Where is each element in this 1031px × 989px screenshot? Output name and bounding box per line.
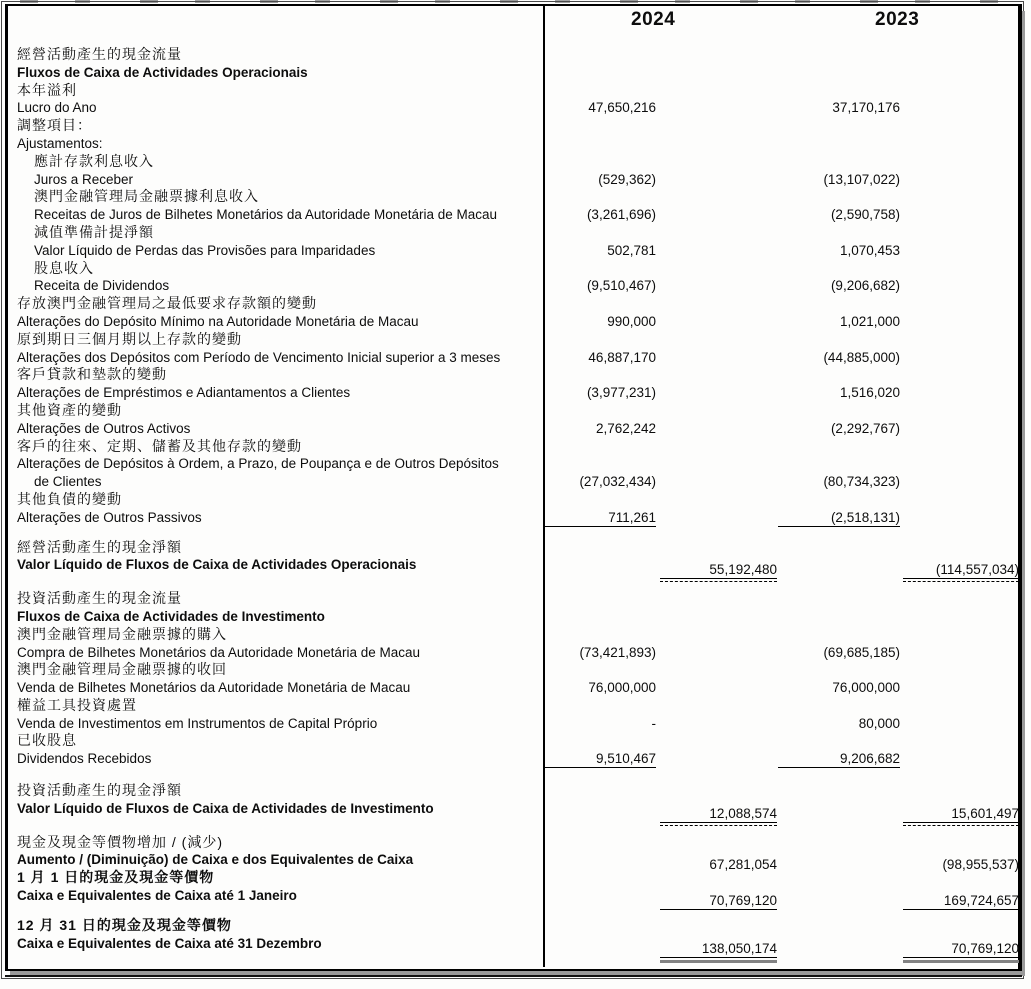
row-label-pt: Alterações do Depósito Mínimo na Autoridade Monetária de Macau xyxy=(17,313,419,329)
value-2024: (3,261,696) xyxy=(586,207,656,223)
statement-row xyxy=(0,556,1031,578)
statement-row xyxy=(0,750,1031,768)
value-2024: 70,769,120 xyxy=(660,892,777,910)
row-label-zh: 其他負債的變動 xyxy=(17,490,122,507)
row-label-pt: Alterações de Empréstimos e Adiantamentos a Clientes xyxy=(17,385,351,401)
statement-rows xyxy=(0,46,1031,956)
value-2023: (9,206,682) xyxy=(830,278,900,294)
value-2023: (69,685,185) xyxy=(823,644,900,660)
value-2023: (98,955,537) xyxy=(942,857,1019,873)
statement-row xyxy=(0,935,1031,956)
row-label-zh: 客戶的往來、定期、儲蓄及其他存款的變動 xyxy=(17,437,302,454)
row-label-zh: 股息收入 xyxy=(34,259,94,276)
statement-row xyxy=(0,64,1031,82)
row-label-pt: Venda de Bilhetes Monetários da Autoridade Monetária de Macau xyxy=(17,680,411,696)
statement-row xyxy=(0,224,1031,242)
statement-row xyxy=(0,715,1031,733)
value-2023: (2,292,767) xyxy=(830,420,900,436)
statement-row xyxy=(0,171,1031,189)
value-2024: 55,192,480 xyxy=(660,561,777,579)
row-label-zh: 存放澳門金融管理局之最低要求存款額的變動 xyxy=(17,295,317,312)
row-label-zh: 原到期日三個月期以上存款的變動 xyxy=(17,330,242,347)
statement-row xyxy=(0,135,1031,153)
statement-row xyxy=(0,509,1031,527)
value-2024: 502,781 xyxy=(607,242,656,258)
row-label-pt: Venda de Investimentos em Instrumentos de Capital Próprio xyxy=(17,715,378,731)
statement-row xyxy=(0,834,1031,852)
statement-row xyxy=(0,455,1031,473)
row-label-pt: Valor Líquido de Perdas das Provisões para Imparidades xyxy=(34,242,376,258)
value-2024: (3,977,231) xyxy=(586,385,656,401)
value-2024: 46,887,170 xyxy=(588,349,656,365)
value-2023: (2,590,758) xyxy=(830,207,900,223)
value-2024: 47,650,216 xyxy=(588,100,656,116)
row-label-pt: Aumento / (Diminuição) de Caixa e dos Equivalentes de Caixa xyxy=(17,852,414,868)
statement-row xyxy=(0,491,1031,509)
statement-row xyxy=(0,153,1031,171)
statement-row xyxy=(0,661,1031,679)
statement-row xyxy=(0,887,1031,909)
row-label-pt: Receita de Dividendos xyxy=(34,278,170,294)
statement-row xyxy=(0,679,1031,697)
statement-row xyxy=(0,644,1031,662)
value-2023: (13,107,022) xyxy=(823,171,900,187)
row-label-zh: 調整項目： xyxy=(17,117,92,134)
row-label-zh: 12 月 31 日的現金及現金等價物 xyxy=(17,916,232,933)
row-label-pt: Valor Líquido de Fluxos de Caixa de Actividades Operacionais xyxy=(17,557,417,573)
row-label-pt: Ajustamentos: xyxy=(17,135,103,151)
statement-row xyxy=(0,732,1031,750)
value-2024: (529,362) xyxy=(598,171,656,187)
statement-row xyxy=(0,117,1031,135)
value-2023: 169,724,657 xyxy=(903,892,1019,910)
value-2023: (114,557,034) xyxy=(903,561,1019,579)
value-2023: 1,070,453 xyxy=(839,242,900,258)
row-label-zh: 減值準備計提淨額 xyxy=(34,223,154,240)
row-label-pt: Valor Líquido de Fluxos de Caixa de Actividades de Investimento xyxy=(17,800,434,816)
value-2023: 37,170,176 xyxy=(832,100,900,116)
row-label-pt: Alterações de Depósitos à Ordem, a Prazo, de Poupança e de Outros Depósitos xyxy=(17,456,499,472)
value-2023: 80,000 xyxy=(858,715,900,731)
value-2023: 9,206,682 xyxy=(778,750,900,768)
statement-row xyxy=(0,277,1031,295)
statement-row xyxy=(0,473,1031,491)
statement-row xyxy=(0,349,1031,367)
statement-row xyxy=(0,99,1031,117)
row-label-pt: Caixa e Equivalentes de Caixa até 31 Dezembro xyxy=(17,935,322,951)
row-label-zh: 本年溢利 xyxy=(17,81,77,98)
row-label-zh: 投資活動產生的現金淨額 xyxy=(17,782,182,799)
row-label-pt: Fluxos de Caixa de Actividades de Investimento xyxy=(17,608,325,624)
row-label-zh: 澳門金融管理局金融票據的收回 xyxy=(17,661,227,678)
statement-row xyxy=(0,590,1031,608)
value-2024: 2,762,242 xyxy=(595,420,656,436)
statement-row xyxy=(0,800,1031,821)
value-2023: 1,021,000 xyxy=(839,313,900,329)
statement-row xyxy=(0,260,1031,278)
value-2024: 12,088,574 xyxy=(660,805,777,823)
statement-row xyxy=(0,869,1031,887)
scan-artifact-top xyxy=(20,0,1011,3)
row-label-pt: Alterações dos Depósitos com Período de Vencimento Inicial superior a 3 meses xyxy=(17,349,501,365)
value-2024: (9,510,467) xyxy=(586,278,656,294)
row-label-pt: Alterações de Outros Passivos xyxy=(17,509,202,525)
row-label-zh: 投資活動產生的現金流量 xyxy=(17,590,182,607)
value-2024: 76,000,000 xyxy=(588,680,656,696)
value-2023: 1,516,020 xyxy=(839,385,900,401)
statement-row xyxy=(0,782,1031,800)
value-2023: (44,885,000) xyxy=(823,349,900,365)
statement-row xyxy=(0,384,1031,402)
statement-row xyxy=(0,697,1031,715)
row-label-zh: 其他資產的變動 xyxy=(17,401,122,418)
row-label-zh: 已收股息 xyxy=(17,732,77,749)
value-2024: 990,000 xyxy=(607,313,656,329)
value-2024: 711,261 xyxy=(543,509,656,527)
value-2024: 9,510,467 xyxy=(543,750,656,768)
value-2024: - xyxy=(651,715,656,731)
row-label-pt: Dividendos Recebidos xyxy=(17,751,152,767)
value-2023: 70,769,120 xyxy=(903,940,1019,958)
statement-row xyxy=(0,438,1031,456)
statement-row xyxy=(0,242,1031,260)
statement-row xyxy=(0,626,1031,644)
column-header-2023: 2023 xyxy=(875,9,920,30)
statement-row xyxy=(0,366,1031,384)
statement-row xyxy=(0,46,1031,64)
row-label-zh: 權益工具投資處置 xyxy=(17,696,137,713)
row-label-pt: Juros a Receber xyxy=(34,171,134,187)
value-2023: 76,000,000 xyxy=(832,680,900,696)
value-2024: 138,050,174 xyxy=(660,940,777,958)
value-2023: 15,601,497 xyxy=(903,805,1019,823)
statement-row xyxy=(0,402,1031,420)
statement-row xyxy=(0,188,1031,206)
row-label-pt: Receitas de Juros de Bilhetes Monetários da Autoridade Monetária de Macau xyxy=(34,207,498,223)
value-2024: (27,032,434) xyxy=(579,474,656,490)
statement-row xyxy=(0,608,1031,626)
row-label-pt: Compra de Bilhetes Monetários da Autoridade Monetária de Macau xyxy=(17,644,420,660)
row-label-zh: 應計存款利息收入 xyxy=(34,152,154,169)
statement-row xyxy=(0,313,1031,331)
value-2023: (2,518,131) xyxy=(778,509,900,527)
statement-row xyxy=(0,206,1031,224)
value-2024: 67,281,054 xyxy=(709,857,777,873)
row-label-pt: Lucro do Ano xyxy=(17,100,97,116)
row-label-zh: 經營活動產生的現金淨額 xyxy=(17,538,182,555)
statement-row xyxy=(0,295,1031,313)
row-label-pt: de Clientes xyxy=(34,474,102,490)
row-label-pt: Alterações de Outros Activos xyxy=(17,420,191,436)
statement-row xyxy=(0,539,1031,557)
column-header-2024: 2024 xyxy=(631,9,676,30)
statement-row xyxy=(0,82,1031,100)
value-2023: (80,734,323) xyxy=(823,474,900,490)
row-label-pt: Fluxos de Caixa de Actividades Operacionais xyxy=(17,64,308,80)
row-label-zh: 現金及現金等價物增加 / (減少) xyxy=(17,833,223,850)
statement-row xyxy=(0,420,1031,438)
row-label-zh: 澳門金融管理局金融票據的購入 xyxy=(17,625,227,642)
row-label-zh: 經營活動產生的現金流量 xyxy=(17,46,182,62)
row-label-pt: Caixa e Equivalentes de Caixa até 1 Janeiro xyxy=(17,888,297,904)
row-label-zh: 1 月 1 日的現金及現金等價物 xyxy=(17,869,215,886)
row-label-zh: 澳門金融管理局金融票據利息收入 xyxy=(34,188,259,205)
row-label-zh: 客戶貸款和墊款的變動 xyxy=(17,366,167,383)
statement-row xyxy=(0,331,1031,349)
value-2024: (73,421,893) xyxy=(579,644,656,660)
statement-row xyxy=(0,851,1031,873)
statement-row xyxy=(0,917,1031,935)
